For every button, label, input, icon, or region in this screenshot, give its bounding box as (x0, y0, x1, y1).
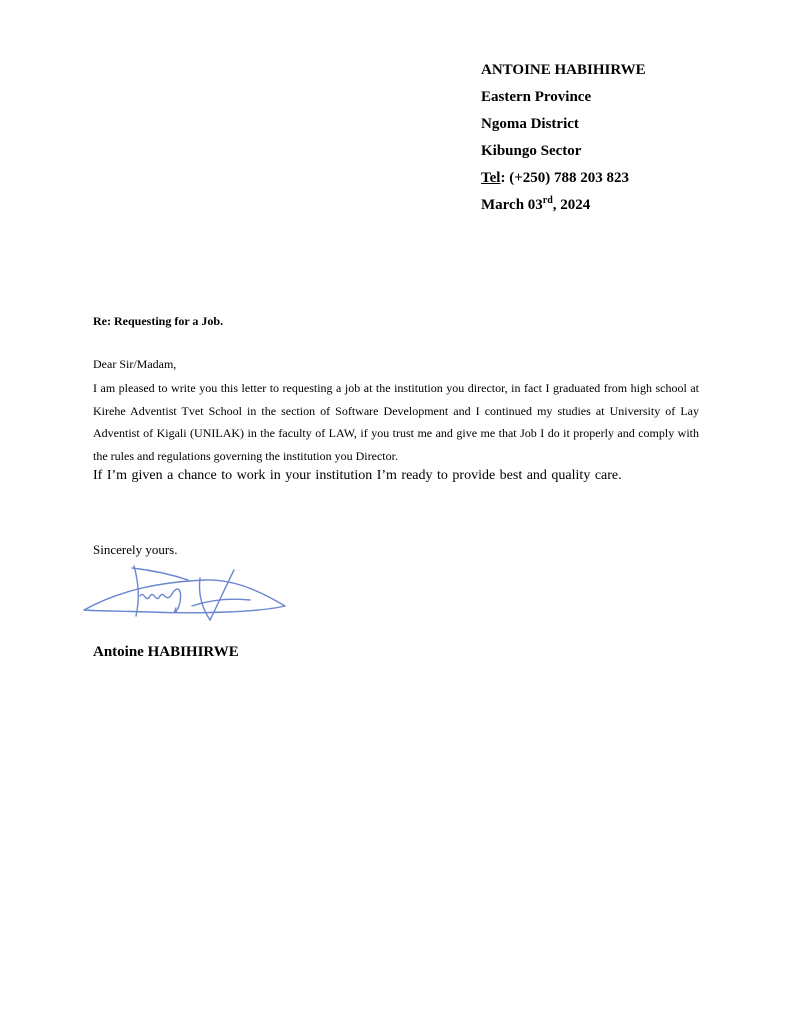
sender-sector: Kibungo Sector (481, 143, 582, 159)
date-year: , 2024 (552, 197, 591, 213)
letter-date (481, 192, 781, 219)
tel-value: : (+250) 788 203 823 (500, 170, 629, 186)
closing-statement: If I’m given a chance to work in your institution I’m ready to provide best and quality care. (93, 468, 622, 483)
sender-address-block (481, 57, 781, 219)
date-ordinal-suffix: rd (542, 195, 553, 206)
complimentary-close: Sincerely yours. (93, 542, 178, 557)
date-prefix: March 03 (481, 197, 543, 213)
sender-province: Eastern Province (481, 89, 592, 105)
sender-name: ANTOINE HABIHIRWE (481, 62, 646, 78)
handwritten-signature (80, 560, 292, 630)
subject-line: Re: Requesting for a Job. (93, 314, 224, 328)
sender-district: Ngoma District (481, 116, 579, 132)
salutation: Dear Sir/Madam, (93, 357, 177, 371)
signer-name: Antoine HABIHIRWE (93, 644, 239, 660)
body-paragraph: I am pleased to write you this letter to requesting a job at the institution you director, in fact I graduated from high school at Kirehe Adventist Tvet School in the section of Software Development and I continued my studies at University of Lay Adventist of Kigali (UNILAK) in the faculty of LAW, if you trust me and give me that Job I do it properly and comply with the rules and regulations governing the institution you Director. (93, 381, 699, 463)
sender-telephone (481, 165, 781, 192)
tel-label: Tel (481, 170, 501, 186)
